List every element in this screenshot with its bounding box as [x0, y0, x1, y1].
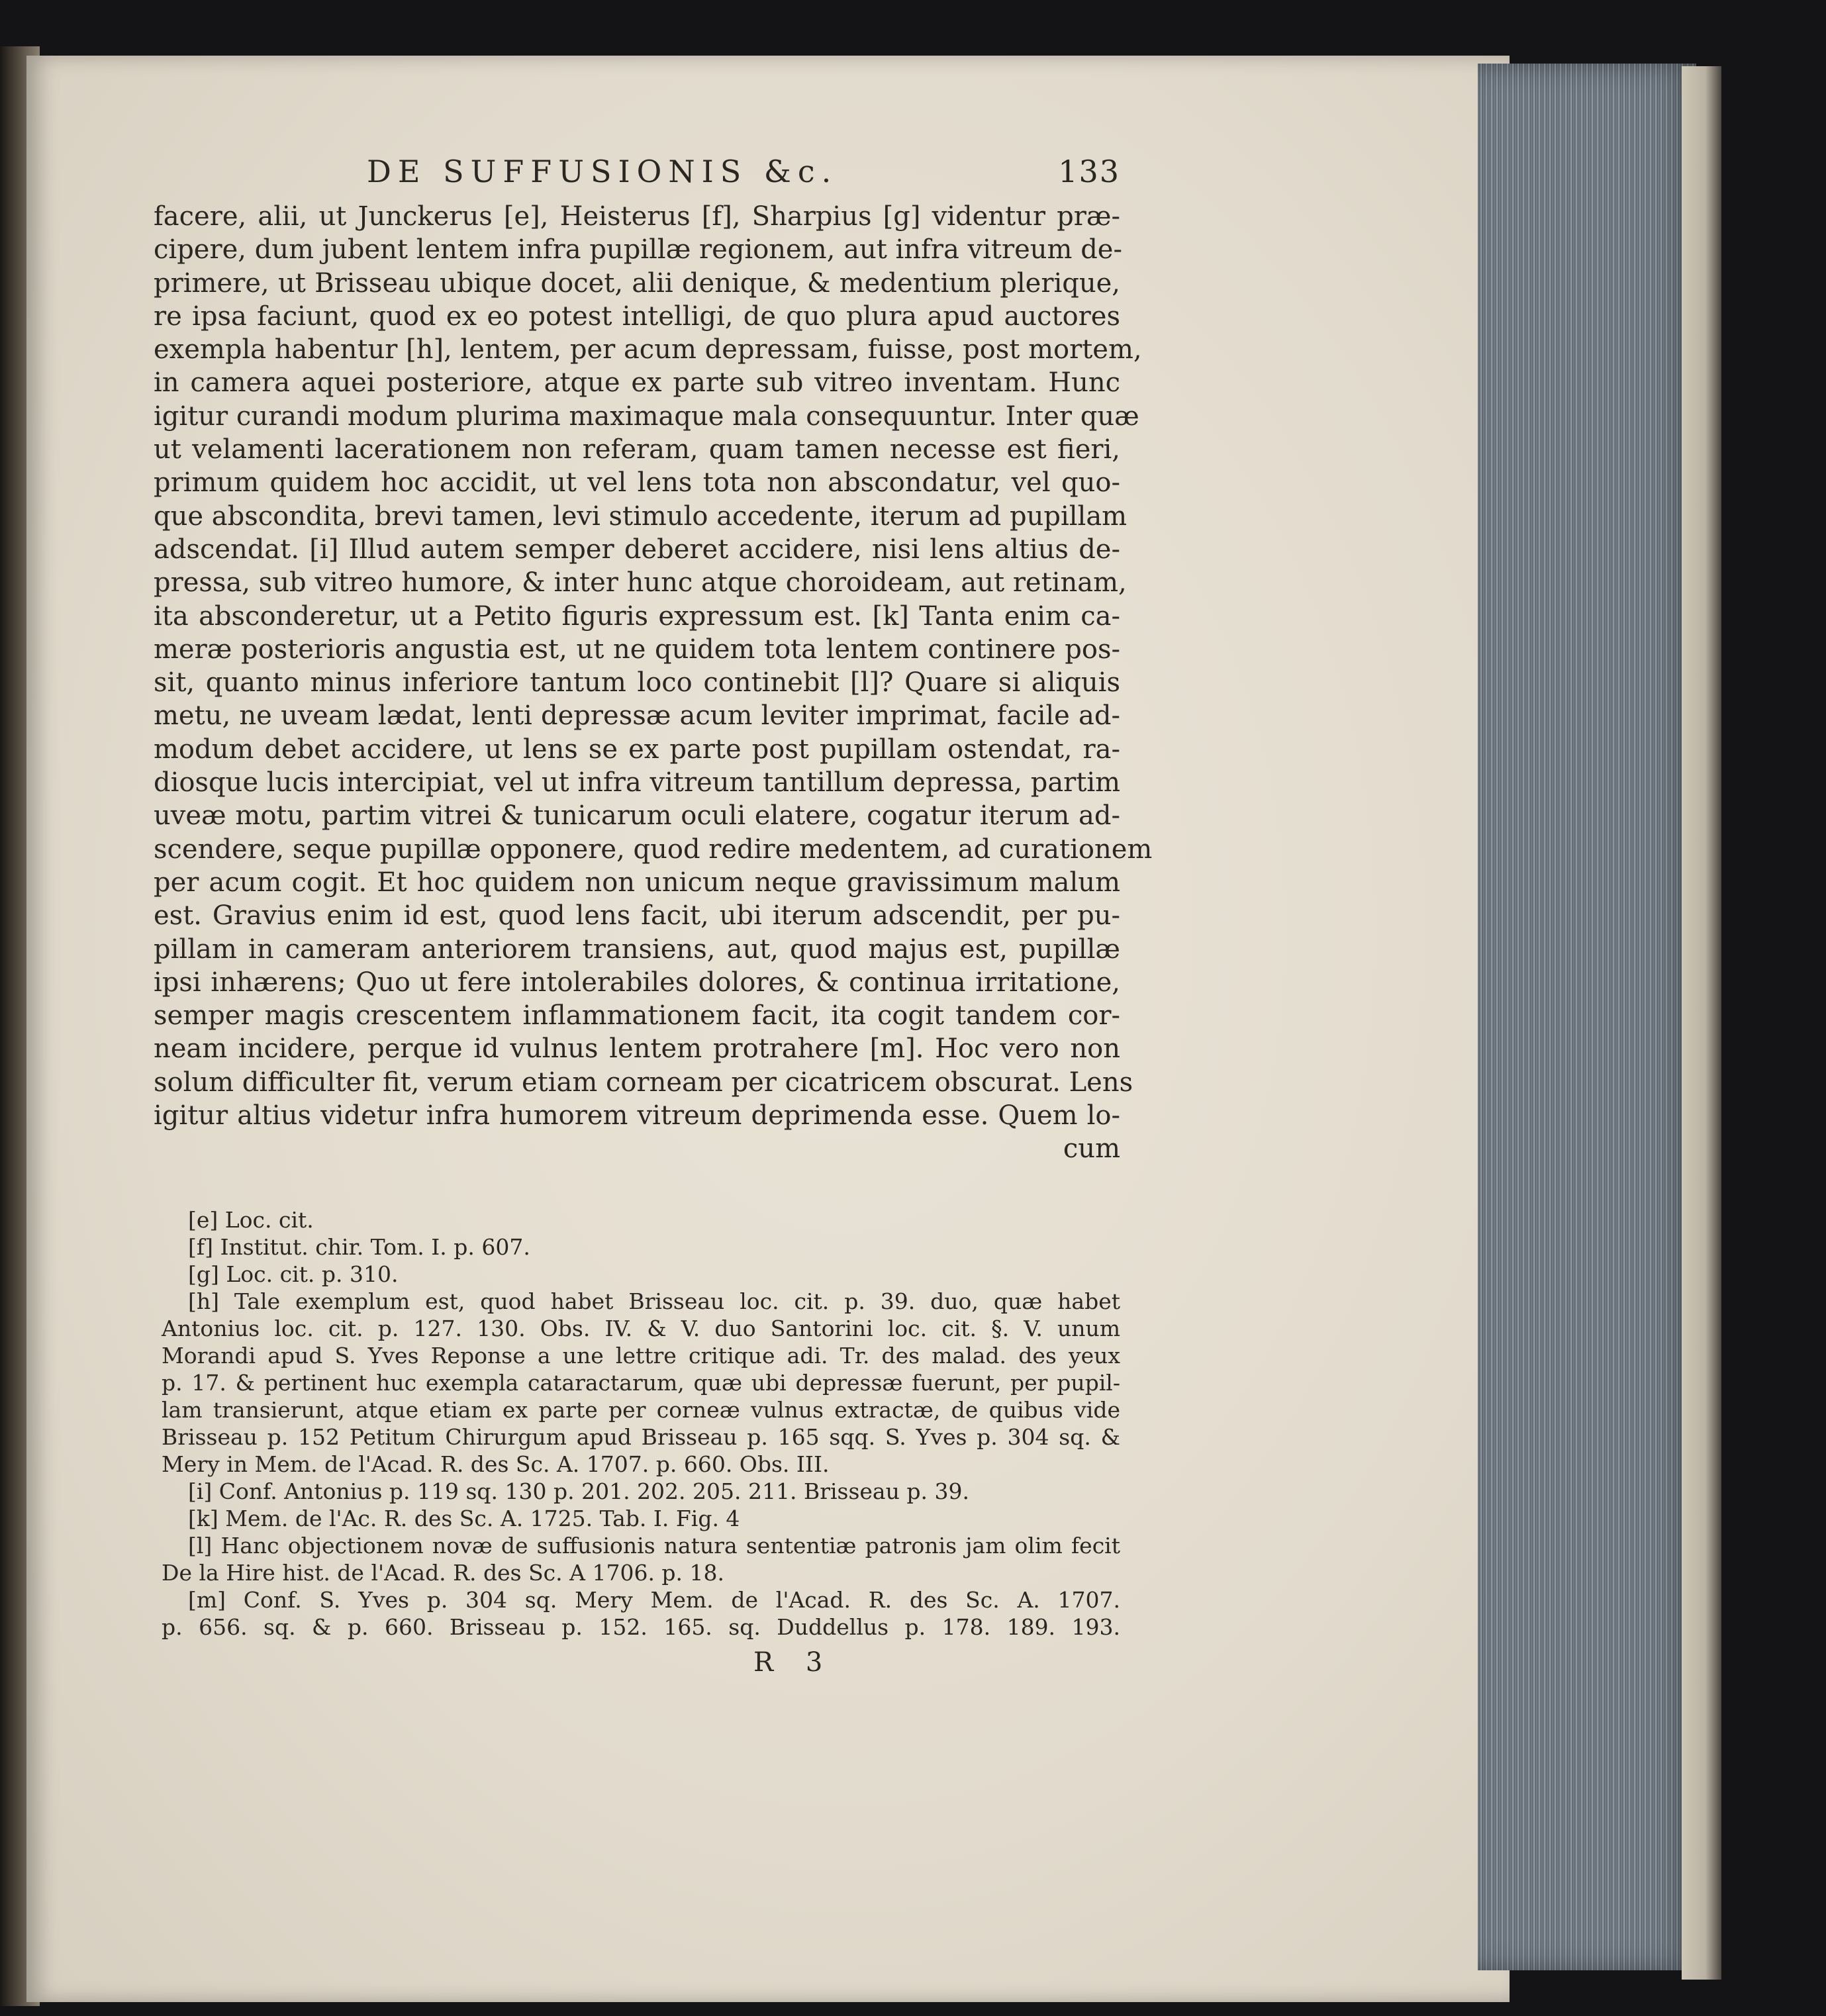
- body-line: sit, quanto minus inferiore tantum loco continebit [l]? Quare si aliquis: [154, 667, 1120, 698]
- footnote-line: Brisseau p. 152 Petitum Chirurgum apud Brisseau p. 165 sqq. S. Yves p. 304 sq. &: [162, 1424, 1120, 1450]
- body-line: que abscondita, brevi tamen, levi stimulo accedente, iterum ad pupillam: [154, 501, 1128, 532]
- body-line: re ipsa faciunt, quod ex eo potest intelligi, de quo plura apud auctores: [154, 301, 1120, 332]
- body-line: primum quidem hoc accidit, ut vel lens tota non abscondatur, vel quo-: [154, 467, 1120, 499]
- body-line: scendere, seque pupillæ opponere, quod redire medentem, ad curationem: [154, 834, 1153, 865]
- footnote-line: [h] Tale exemplum est, quod habet Brisseau loc. cit. p. 39. duo, quæ habet: [188, 1288, 1120, 1314]
- footnotes: [162, 1206, 1120, 1641]
- body-line: est. Gravius enim id est, quod lens facit, ubi iterum adscendit, per pu-: [154, 900, 1120, 932]
- body-line: facere, alii, ut Junckerus [e], Heisterus [f], Sharpius [g] videntur præ-: [154, 201, 1120, 232]
- footnote-line: p. 17. & pertinent huc exempla cataractarum, quæ ubi depressæ fuerunt, per pupil-: [162, 1370, 1120, 1396]
- footnote-line: [k] Mem. de l'Ac. R. des Sc. A. 1725. Tab. I. Fig. 4: [188, 1506, 740, 1531]
- footnote-line: [f] Institut. chir. Tom. I. p. 607.: [188, 1234, 530, 1260]
- footnote-line: De la Hire hist. de l'Acad. R. des Sc. A 1706. p. 18.: [162, 1560, 725, 1586]
- body-line: cipere, dum jubent lentem infra pupillæ regionem, aut infra vitreum de-: [154, 234, 1122, 265]
- page-text: [154, 154, 1153, 1166]
- footnote-line: [e] Loc. cit.: [188, 1207, 314, 1233]
- body-line: pillam in cameram anteriorem transiens, aut, quod majus est, pupillæ: [154, 934, 1120, 965]
- footnote-line: [l] Hanc objectionem novæ de suffusionis natura sententiæ patronis jam olim fecit: [188, 1533, 1120, 1559]
- body-text: [154, 200, 1153, 1166]
- footnote-line: p. 656. sq. & p. 660. Brisseau p. 152. 165. sq. Duddellus p. 178. 189. 193.: [162, 1614, 1120, 1640]
- footnote-line: Mery in Mem. de l'Acad. R. des Sc. A. 1707. p. 660. Obs. III.: [162, 1451, 830, 1477]
- body-line: metu, ne uveam lædat, lenti depressæ acum leviter imprimat, facile ad-: [154, 700, 1120, 732]
- footnote-line: [i] Conf. Antonius p. 119 sq. 130 p. 201. 202. 205. 211. Brisseau p. 39.: [188, 1478, 969, 1504]
- body-line: semper magis crescentem inflammationem facit, ita cogit tandem cor-: [154, 1000, 1120, 1032]
- footnote-line: Antonius loc. cit. p. 127. 130. Obs. IV. & V. duo Santorini loc. cit. §. V. unum: [162, 1316, 1120, 1341]
- book-cover-edge: [1682, 66, 1721, 1980]
- body-line: meræ posterioris angustia est, ut ne quidem tota lentem continere pos-: [154, 634, 1120, 665]
- body-line: solum difficulter fit, verum etiam corneam per cicatricem obscurat. Lens: [154, 1067, 1133, 1098]
- body-line: igitur altius videtur infra humorem vitreum deprimenda esse. Quem lo-: [154, 1100, 1120, 1131]
- footnote-line: [g] Loc. cit. p. 310.: [188, 1261, 399, 1287]
- body-line: per acum cogit. Et hoc quidem non unicum neque gravissimum malum: [154, 867, 1120, 898]
- body-line: ut velamenti lacerationem non referam, quam tamen necesse est fieri,: [154, 434, 1120, 465]
- body-line: adscendat. [i] Illud autem semper deberet accidere, nisi lens altius de-: [154, 534, 1120, 565]
- body-line: ita absconderetur, ut a Petito figuris expressum est. [k] Tanta enim ca-: [154, 600, 1120, 632]
- body-line: ipsi inhærens; Quo ut fere intolerabiles dolores, & continua irritatione,: [154, 967, 1120, 998]
- footnote-line: [m] Conf. S. Yves p. 304 sq. Mery Mem. de l'Acad. R. des Sc. A. 1707.: [188, 1587, 1120, 1613]
- body-line: in camera aquei posteriore, atque ex parte sub vitreo inventam. Hunc: [154, 367, 1120, 399]
- footnote-line: lam transierunt, atque etiam ex parte per corneæ vulnus extractæ, de quibus vide: [162, 1397, 1120, 1423]
- body-line: diosque lucis intercipiat, vel ut infra vitreum tantillum depressa, partim: [154, 767, 1121, 798]
- running-head: [154, 154, 1120, 200]
- signature-mark: R 3: [753, 1647, 835, 1678]
- body-line: exempla habentur [h], lentem, per acum depressam, fuisse, post mortem,: [154, 334, 1142, 365]
- page-block-edge: [1478, 64, 1696, 1970]
- running-head-title: DE SUFFUSIONIS &c.: [367, 154, 838, 189]
- body-line: modum debet accidere, ut lens se ex parte post pupillam ostendat, ra-: [154, 734, 1120, 765]
- body-line: neam incidere, perque id vulnus lentem protrahere [m]. Hoc vero non: [154, 1033, 1120, 1065]
- body-line: igitur curandi modum plurima maximaque mala consequuntur. Inter quæ: [154, 401, 1139, 432]
- body-line: pressa, sub vitreo humore, & inter hunc atque choroideam, aut retinam,: [154, 567, 1127, 599]
- page-number: 133: [1058, 154, 1120, 189]
- body-line: primere, ut Brisseau ubique docet, alii denique, & medentium plerique,: [154, 267, 1120, 299]
- body-line: uveæ motu, partim vitrei & tunicarum oculi elatere, cogatur iterum ad-: [154, 800, 1120, 832]
- footnote-line: Morandi apud S. Yves Reponse a une lettre critique adi. Tr. des malad. des yeux: [162, 1343, 1120, 1368]
- catchword: cum: [1063, 1133, 1120, 1165]
